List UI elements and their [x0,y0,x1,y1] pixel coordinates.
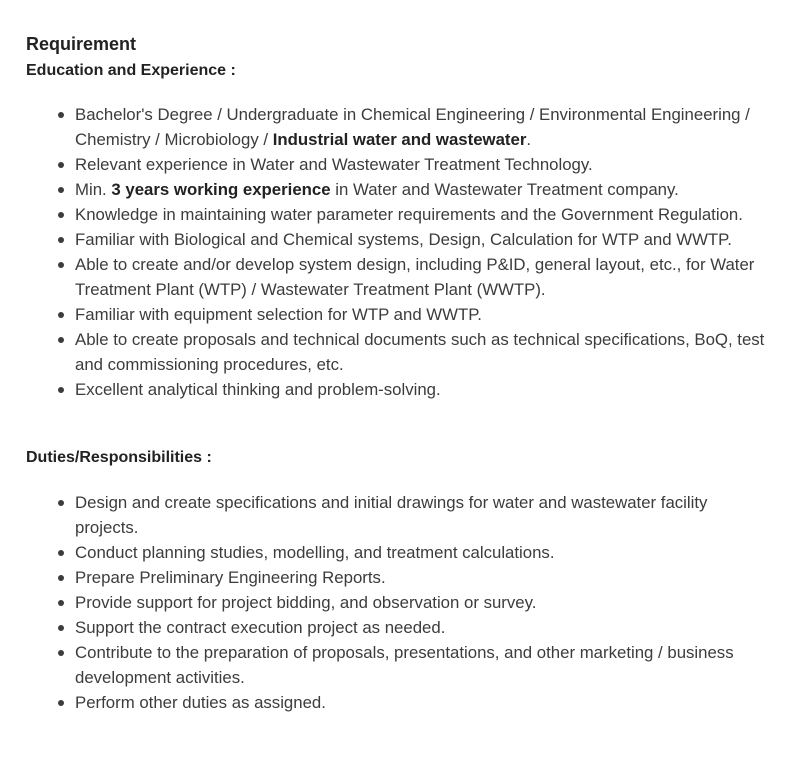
list-item: Prepare Preliminary Engineering Reports. [75,565,772,590]
list-item: Relevant experience in Water and Wastewater Treatment Technology. [75,152,772,177]
bullet-icon [58,625,64,631]
bullet-icon [58,212,64,218]
bullet-icon [58,550,64,556]
list-item: Conduct planning studies, modelling, and treatment calculations. [75,540,772,565]
bullet-icon [58,112,64,118]
list-item: Familiar with Biological and Chemical systems, Design, Calculation for WTP and WWTP. [75,227,772,252]
education-heading: Education and Experience : [26,62,236,79]
bullet-icon [58,312,64,318]
bullet-icon [58,700,64,706]
requirement-title: Requirement [26,34,137,54]
duties-list [26,490,772,715]
bullet-icon [58,262,64,268]
bullet-icon [58,387,64,393]
list-item: Excellent analytical thinking and problem-solving. [75,377,772,402]
duties-heading: Duties/Responsibilities : [26,449,212,466]
list-item: Contribute to the preparation of proposals, presentations, and other marketing / business development activities. [75,640,772,690]
list-item: Familiar with equipment selection for WTP and WWTP. [75,302,772,327]
list-item: Able to create and/or develop system design, including P&ID, general layout, etc., for Water Treatment Plant (WTP) / Wastewater Treatment Plant (WWTP). [75,252,772,302]
bullet-icon [58,162,64,168]
list-item: Perform other duties as assigned. [75,690,772,715]
list-item: Provide support for project bidding, and observation or survey. [75,590,772,615]
bullet-icon [58,237,64,243]
bullet-icon [58,600,64,606]
list-item: Support the contract execution project as needed. [75,615,772,640]
list-item: Design and create specifications and initial drawings for water and wastewater facility projects. [75,490,772,540]
list-item: Min. 3 years working experience in Water and Wastewater Treatment company. [75,177,772,202]
bullet-icon [58,187,64,193]
education-list [26,102,772,402]
list-item: Bachelor's Degree / Undergraduate in Chemical Engineering / Environmental Engineering / Chemistry / Microbiology / Industrial water and wastewater. [75,102,772,152]
bullet-icon [58,337,64,343]
list-item: Able to create proposals and technical documents such as technical specifications, BoQ, test and commissioning procedures, etc. [75,327,772,377]
list-item: Knowledge in maintaining water parameter requirements and the Government Regulation. [75,202,772,227]
bullet-icon [58,650,64,656]
bullet-icon [58,500,64,506]
bullet-icon [58,575,64,581]
